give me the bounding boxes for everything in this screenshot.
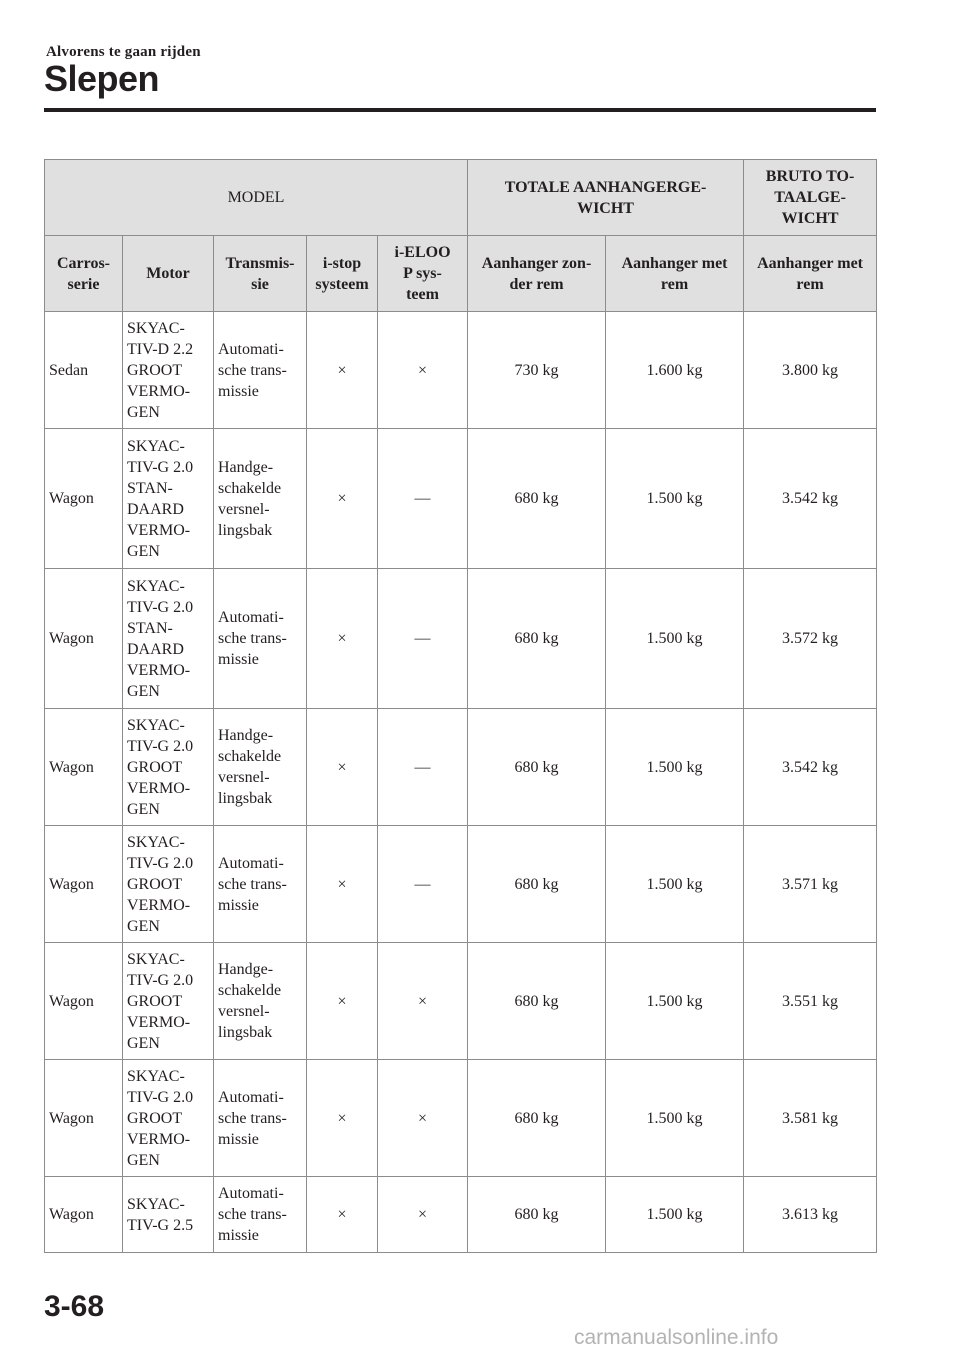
group-header-row [45,160,877,236]
cell-transmission: Automati- sche trans- missie [214,1177,307,1253]
cell-body: Wagon [45,1060,123,1177]
cell-transmission: Handge- schakelde versnel- lingsbak [214,709,307,826]
cell-gross-weight: 3.800 kg [744,312,877,429]
cell-trailer-no-brake: 680 kg [468,1177,606,1253]
cell-body: Wagon [45,709,123,826]
table-row [45,1060,877,1177]
cell-istop: × [307,709,378,826]
cell-istop: × [307,826,378,943]
cell-istop: × [307,1060,378,1177]
cell-transmission: Automati- sche trans- missie [214,826,307,943]
column-header-body: Carros- serie [45,236,123,312]
cell-transmission: Automati- sche trans- missie [214,1060,307,1177]
cell-engine: SKYAC- TIV-D 2.2 GROOT VERMO- GEN [123,312,214,429]
cell-engine: SKYAC- TIV-G 2.5 [123,1177,214,1253]
table-row [45,709,877,826]
cell-iloop: — [378,429,468,569]
cell-engine: SKYAC- TIV-G 2.0 GROOT VERMO- GEN [123,1060,214,1177]
page-title: Slepen [44,58,160,99]
cell-trailer-no-brake: 680 kg [468,943,606,1060]
cell-body: Wagon [45,826,123,943]
cell-gross-weight: 3.542 kg [744,709,877,826]
cell-iloop: — [378,709,468,826]
cell-body: Wagon [45,1177,123,1253]
model-group-header: MODEL [45,160,468,236]
column-header-istop: i-stop systeem [307,236,378,312]
cell-trailer-no-brake: 680 kg [468,569,606,709]
cell-iloop: × [378,312,468,429]
total-weight-group-header: TOTALE AANHANGERGE- WICHT [468,160,744,236]
cell-trailer-brake: 1.500 kg [606,826,744,943]
section-label: Alvorens te gaan rijden [46,44,201,60]
towing-table [44,159,877,1253]
cell-body: Wagon [45,569,123,709]
cell-transmission: Handge- schakelde versnel- lingsbak [214,943,307,1060]
cell-engine: SKYAC- TIV-G 2.0 GROOT VERMO- GEN [123,709,214,826]
cell-istop: × [307,1177,378,1253]
column-header-trailer-no-brake: Aanhanger zon- der rem [468,236,606,312]
cell-transmission: Automati- sche trans- missie [214,312,307,429]
cell-gross-weight: 3.551 kg [744,943,877,1060]
cell-istop: × [307,569,378,709]
cell-trailer-no-brake: 680 kg [468,709,606,826]
cell-engine: SKYAC- TIV-G 2.0 STAN- DAARD VERMO- GEN [123,569,214,709]
cell-gross-weight: 3.613 kg [744,1177,877,1253]
watermark[interactable]: carmanualsonline.info [574,1326,779,1349]
cell-iloop: × [378,1177,468,1253]
cell-trailer-no-brake: 680 kg [468,1060,606,1177]
cell-trailer-brake: 1.500 kg [606,1060,744,1177]
cell-istop: × [307,943,378,1060]
cell-engine: SKYAC- TIV-G 2.0 GROOT VERMO- GEN [123,826,214,943]
table-row [45,1177,877,1253]
cell-trailer-brake: 1.500 kg [606,1177,744,1253]
gross-weight-group-header: BRUTO TO- TAALGE- WICHT [744,160,877,236]
cell-trailer-no-brake: 680 kg [468,826,606,943]
cell-iloop: × [378,1060,468,1177]
column-header-row [45,236,877,312]
cell-engine: SKYAC- TIV-G 2.0 STAN- DAARD VERMO- GEN [123,429,214,569]
cell-iloop: × [378,943,468,1060]
cell-transmission: Handge- schakelde versnel- lingsbak [214,429,307,569]
table-row [45,312,877,429]
cell-body: Wagon [45,429,123,569]
cell-engine: SKYAC- TIV-G 2.0 GROOT VERMO- GEN [123,943,214,1060]
cell-trailer-no-brake: 680 kg [468,429,606,569]
table-row [45,826,877,943]
table-row [45,429,877,569]
title-rule [44,108,876,112]
cell-trailer-brake: 1.500 kg [606,429,744,569]
cell-istop: × [307,429,378,569]
column-header-engine: Motor [123,236,214,312]
cell-trailer-brake: 1.600 kg [606,312,744,429]
cell-transmission: Automati- sche trans- missie [214,569,307,709]
cell-gross-weight: 3.542 kg [744,429,877,569]
cell-body: Sedan [45,312,123,429]
cell-body: Wagon [45,943,123,1060]
table-row [45,943,877,1060]
cell-trailer-brake: 1.500 kg [606,943,744,1060]
table-row [45,569,877,709]
cell-iloop: — [378,826,468,943]
cell-gross-weight: 3.571 kg [744,826,877,943]
cell-trailer-no-brake: 730 kg [468,312,606,429]
cell-gross-weight: 3.581 kg [744,1060,877,1177]
column-header-transmission: Transmis- sie [214,236,307,312]
page-number: 3-68 [44,1290,105,1323]
column-header-trailer-brake: Aanhanger met rem [606,236,744,312]
cell-gross-weight: 3.572 kg [744,569,877,709]
cell-iloop: — [378,569,468,709]
cell-trailer-brake: 1.500 kg [606,569,744,709]
cell-trailer-brake: 1.500 kg [606,709,744,826]
column-header-gross-trailer-brake: Aanhanger met rem [744,236,877,312]
column-header-iloop: i-ELOO P sys- teem [378,236,468,312]
cell-istop: × [307,312,378,429]
